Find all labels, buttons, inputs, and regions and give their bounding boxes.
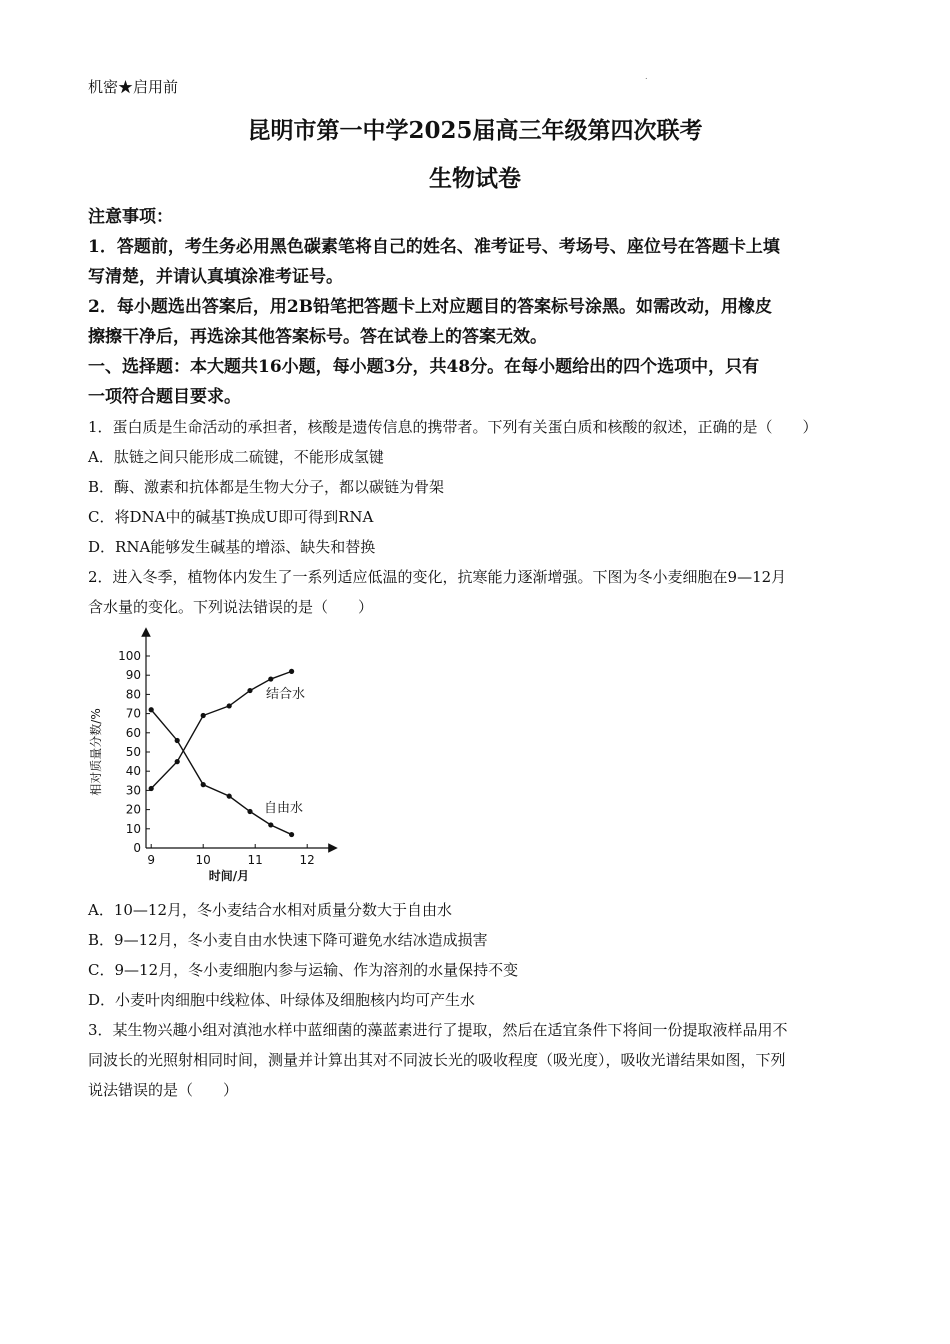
x-axis-label: 时间/月 — [208, 869, 250, 883]
y-tick-label-20: 20 — [125, 802, 141, 817]
data-point-1-4 — [227, 703, 232, 708]
q1-option-a: A．肽链之间只能形成二硫键，不能形成氢键 — [88, 448, 384, 466]
q2-option-d: D．小麦叶肉细胞中线粒体、叶绿体及细胞核内均可产生水 — [88, 991, 476, 1009]
data-point-1-5 — [247, 688, 252, 693]
data-point-2-6 — [268, 822, 273, 827]
x-tick-label-10: 10 — [195, 853, 211, 867]
exam-subtitle: 生物试卷 — [429, 165, 521, 192]
y-tick-label-30: 30 — [125, 783, 141, 798]
x-tick-label-11: 11 — [247, 853, 263, 867]
x-tick-label-9: 9 — [147, 853, 156, 867]
note-item-1-line-1: 1．答题前，考生务必用黑色碳素笔将自己的姓名、准考证号、考场号、座位号在答题卡上填 — [88, 237, 780, 257]
y-tick-label-70: 70 — [125, 706, 141, 721]
x-tick-label-12: 12 — [299, 853, 315, 867]
y-tick-label-10: 10 — [125, 821, 141, 836]
y-tick-label-40: 40 — [125, 764, 141, 779]
data-point-2-3 — [201, 782, 206, 787]
q1-option-b: B．酶、激素和抗体都是生物大分子，都以碳链为骨架 — [88, 478, 445, 496]
data-point-2-4 — [227, 794, 232, 799]
data-point-2-7 — [289, 832, 294, 837]
q2-option-a: A．10—12月，冬小麦结合水相对质量分数大于自由水 — [88, 901, 453, 919]
q2-stem-line-2: 含水量的变化。下列说法错误的是（ ） — [88, 598, 374, 616]
notes-heading: 注意事项： — [88, 207, 173, 227]
note-item-2-line-1: 2．每小题选出答案后，用2B铅笔把答题卡上对应题目的答案标号涂黑。如需改动，用橡皮 — [88, 297, 773, 317]
section-heading-line-1: 一、选择题：本大题共16小题，每小题3分，共48分。在每小题给出的四个选项中，只有 — [88, 357, 760, 377]
q3-stem-line-2: 同波长的光照射相同时间，测量并计算出其对不同波长光的吸收程度（吸光度），吸收光谱结果如图，下列 — [88, 1051, 786, 1069]
q2-stem-line-1: 2．进入冬季，植物体内发生了一系列适应低温的变化，抗寒能力逐渐增强。下图为冬小麦细胞在9—12月 — [88, 568, 787, 586]
q1-option-d: D．RNA能够发生碱基的增添、缺失和替换 — [88, 538, 376, 556]
exam-title: 昆明市第一中学2025届高三年级第四次联考 — [247, 117, 703, 144]
y-tick-label-90: 90 — [125, 668, 141, 683]
data-point-2-5 — [247, 809, 252, 814]
q3-stem-line-3: 说法错误的是（ ） — [88, 1081, 239, 1099]
q1-stem: 1．蛋白质是生命活动的承担者，核酸是遗传信息的携带者。下列有关蛋白质和核酸的叙述，正确的是（ ） — [88, 418, 818, 436]
y-tick-label-0: 0 — [133, 841, 141, 855]
data-point-1-1 — [149, 786, 154, 791]
series-label-2: 自由水 — [264, 801, 304, 816]
y-tick-label-50: 50 — [125, 745, 141, 759]
data-point-1-7 — [289, 669, 294, 674]
q1-option-c: C．将DNA中的碱基T换成U即可得到RNA — [88, 508, 374, 526]
data-point-2-1 — [149, 707, 154, 712]
y-axis-label: 相对质量分数/% — [89, 708, 103, 796]
water-content-chart — [88, 626, 340, 888]
data-point-1-6 — [268, 676, 273, 681]
note-item-2-line-2: 擦擦干净后，再选涂其他答案标号。答在试卷上的答案无效。 — [88, 327, 547, 347]
data-point-2-2 — [175, 738, 180, 743]
y-tick-label-60: 60 — [125, 725, 141, 740]
data-point-1-3 — [201, 713, 206, 718]
q2-option-c: C．9—12月，冬小麦细胞内参与运输、作为溶剂的水量保持不变 — [88, 961, 519, 979]
q3-stem-line-1: 3．某生物兴趣小组对滇池水样中蓝细菌的藻蓝素进行了提取，然后在适宜条件下将间一份提取液样品用不 — [88, 1021, 788, 1039]
data-point-1-2 — [175, 759, 180, 764]
y-tick-label-80: 80 — [125, 687, 141, 702]
decorative-dot: . — [645, 72, 648, 81]
note-item-1-line-2: 写清楚，并请认真填涂准考证号。 — [88, 267, 343, 287]
confidential-label: 机密★启用前 — [88, 78, 179, 96]
series-label-1: 结合水 — [266, 687, 306, 702]
section-heading-line-2: 一项符合题目要求。 — [88, 387, 241, 407]
q2-option-b: B．9—12月，冬小麦自由水快速下降可避免水结冰造成损害 — [88, 931, 488, 949]
y-tick-label-100: 100 — [118, 649, 141, 663]
